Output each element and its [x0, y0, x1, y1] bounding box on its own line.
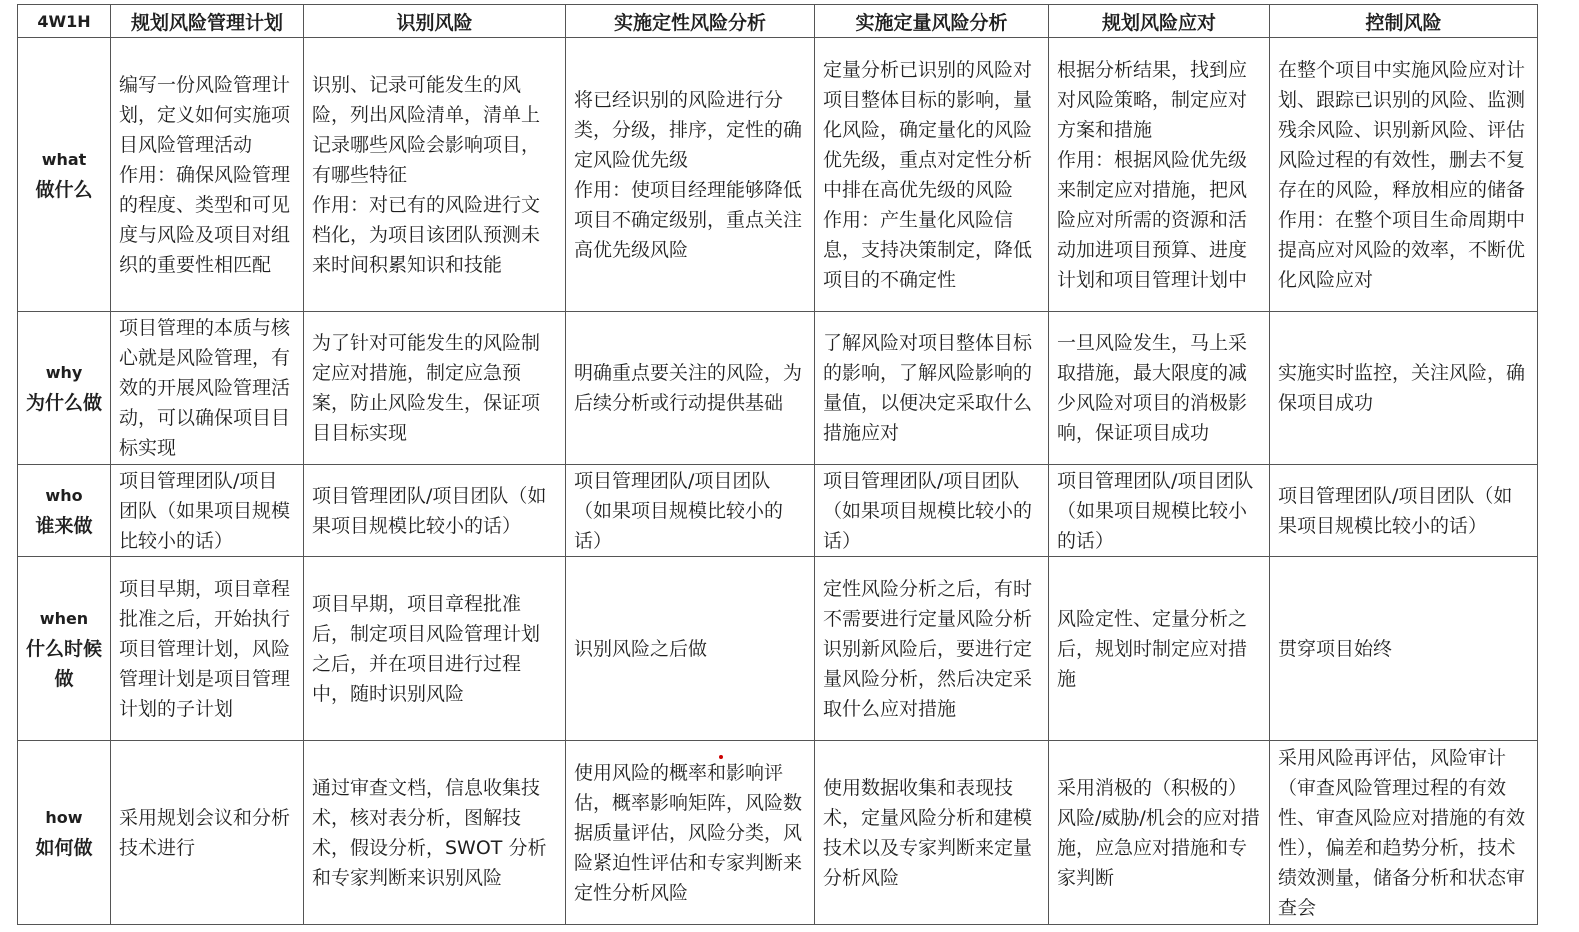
table-cell: 通过审查文档，信息收集技术，核对表分析，图解技术，假设分析，SWOT 分析和专家判断来识别风险 [304, 741, 566, 925]
table-row-how [18, 741, 1538, 925]
red-dot-mark [719, 755, 723, 759]
table-cell: 风险定性、定量分析之后，规划时制定应对措施 [1049, 557, 1270, 741]
col-header-response: 规划风险应对 [1049, 5, 1270, 38]
table-row-why [18, 312, 1538, 465]
table-cell: 使用风险的概率和影响评估，概率影响矩阵，风险数据质量评估，风险分类，风险紧迫性评估和专家判断来定性分析风险 [566, 741, 815, 925]
col-header-qualitative: 实施定性风险分析 [566, 5, 815, 38]
table-cell: 项目管理团队/项目团队（如果项目规模比较小的话） [304, 465, 566, 557]
table-cell: 定量分析已识别的风险对项目整体目标的影响，量化风险，确定量化的风险优先级，重点对定性分析中排在高优先级的风险 作用：产生量化风险信息，支持决策制定，降低项目的不确定性 [815, 38, 1049, 312]
table-cell: 采用规划会议和分析技术进行 [111, 741, 304, 925]
col-header-control: 控制风险 [1270, 5, 1538, 38]
row-header-how: how 如何做 [18, 741, 111, 925]
table-cell: 贯穿项目始终 [1270, 557, 1538, 741]
row-header-what: what 做什么 [18, 38, 111, 312]
row-header-why: why 为什么做 [18, 312, 111, 465]
table-cell: 项目管理的本质与核心就是风险管理，有效的开展风险管理活动，可以确保项目目标实现 [111, 312, 304, 465]
table-cell: 了解风险对项目整体目标的影响，了解风险影响的量值，以便决定采取什么措施应对 [815, 312, 1049, 465]
table-cell: 项目早期，项目章程批准后，制定项目风险管理计划之后，并在项目进行过程中，随时识别风险 [304, 557, 566, 741]
row-header-who: who 谁来做 [18, 465, 111, 557]
table-cell: 定性风险分析之后，有时不需要进行定量风险分析识别新风险后，要进行定量风险分析，然后决定采取什么应对措施 [815, 557, 1049, 741]
col-header-plan: 规划风险管理计划 [111, 5, 304, 38]
table-cell: 在整个项目中实施风险应对计划、跟踪已识别的风险、监测残余风险、识别新风险、评估风险过程的有效性，删去不复存在的风险，释放相应的储备 作用：在整个项目生命周期中提高应对风险的效率，不断优化风险应对 [1270, 38, 1538, 312]
corner-header: 4W1H [18, 5, 111, 38]
table-cell: 采用消极的（积极的）风险/威胁/机会的应对措施，应急应对措施和专家判断 [1049, 741, 1270, 925]
table-cell: 项目早期，项目章程批准之后，开始执行项目管理计划，风险管理计划是项目管理计划的子计划 [111, 557, 304, 741]
table-cell: 使用数据收集和表现技术，定量风险分析和建模技术以及专家判断来定量分析风险 [815, 741, 1049, 925]
table-row-when [18, 557, 1538, 741]
table-cell: 识别风险之后做 [566, 557, 815, 741]
table-cell: 编写一份风险管理计划，定义如何实施项目风险管理活动 作用：确保风险管理的程度、类型和可见度与风险及项目对组织的重要性相匹配 [111, 38, 304, 312]
col-header-quantitative: 实施定量风险分析 [815, 5, 1049, 38]
row-header-when: when 什么时候做 [18, 557, 111, 741]
table-cell: 根据分析结果，找到应对风险策略，制定应对方案和措施 作用：根据风险优先级来制定应对措施，把风险应对所需的资源和活动加进项目预算、进度计划和项目管理计划中 [1049, 38, 1270, 312]
table-cell: 为了针对可能发生的风险制定应对措施，制定应急预案，防止风险发生，保证项目目标实现 [304, 312, 566, 465]
table-row-what [18, 38, 1538, 312]
table-cell: 实施实时监控，关注风险，确保项目成功 [1270, 312, 1538, 465]
table-cell: 项目管理团队/项目团队（如果项目规模比较小的话） [815, 465, 1049, 557]
table-cell: 识别、记录可能发生的风险，列出风险清单，清单上记录哪些风险会影响项目，有哪些特征 作用：对已有的风险进行文档化，为项目该团队预测未来时间积累知识和技能 [304, 38, 566, 312]
table-cell: 项目管理团队/项目团队（如果项目规模比较小的话） [111, 465, 304, 557]
table-cell: 采用风险再评估，风险审计（审查风险管理过程的有效性、审查风险应对措施的有效性），偏差和趋势分析，技术绩效测量，储备分析和状态审查会 [1270, 741, 1538, 925]
4w1h-table [17, 4, 1538, 925]
table-cell: 项目管理团队/项目团队（如果项目规模比较小的话） [1049, 465, 1270, 557]
table-cell: 将已经识别的风险进行分类，分级，排序，定性的确定风险优先级 作用：使项目经理能够降低项目不确定级别，重点关注高优先级风险 [566, 38, 815, 312]
table-row-who [18, 465, 1538, 557]
table-cell: 一旦风险发生，马上采取措施，最大限度的减少风险对项目的消极影响，保证项目成功 [1049, 312, 1270, 465]
table-cell: 项目管理团队/项目团队（如果项目规模比较小的话） [1270, 465, 1538, 557]
header-row [18, 5, 1538, 38]
table-cell: 明确重点要关注的风险，为后续分析或行动提供基础 [566, 312, 815, 465]
table-cell: 项目管理团队/项目团队（如果项目规模比较小的话） [566, 465, 815, 557]
col-header-identify: 识别风险 [304, 5, 566, 38]
